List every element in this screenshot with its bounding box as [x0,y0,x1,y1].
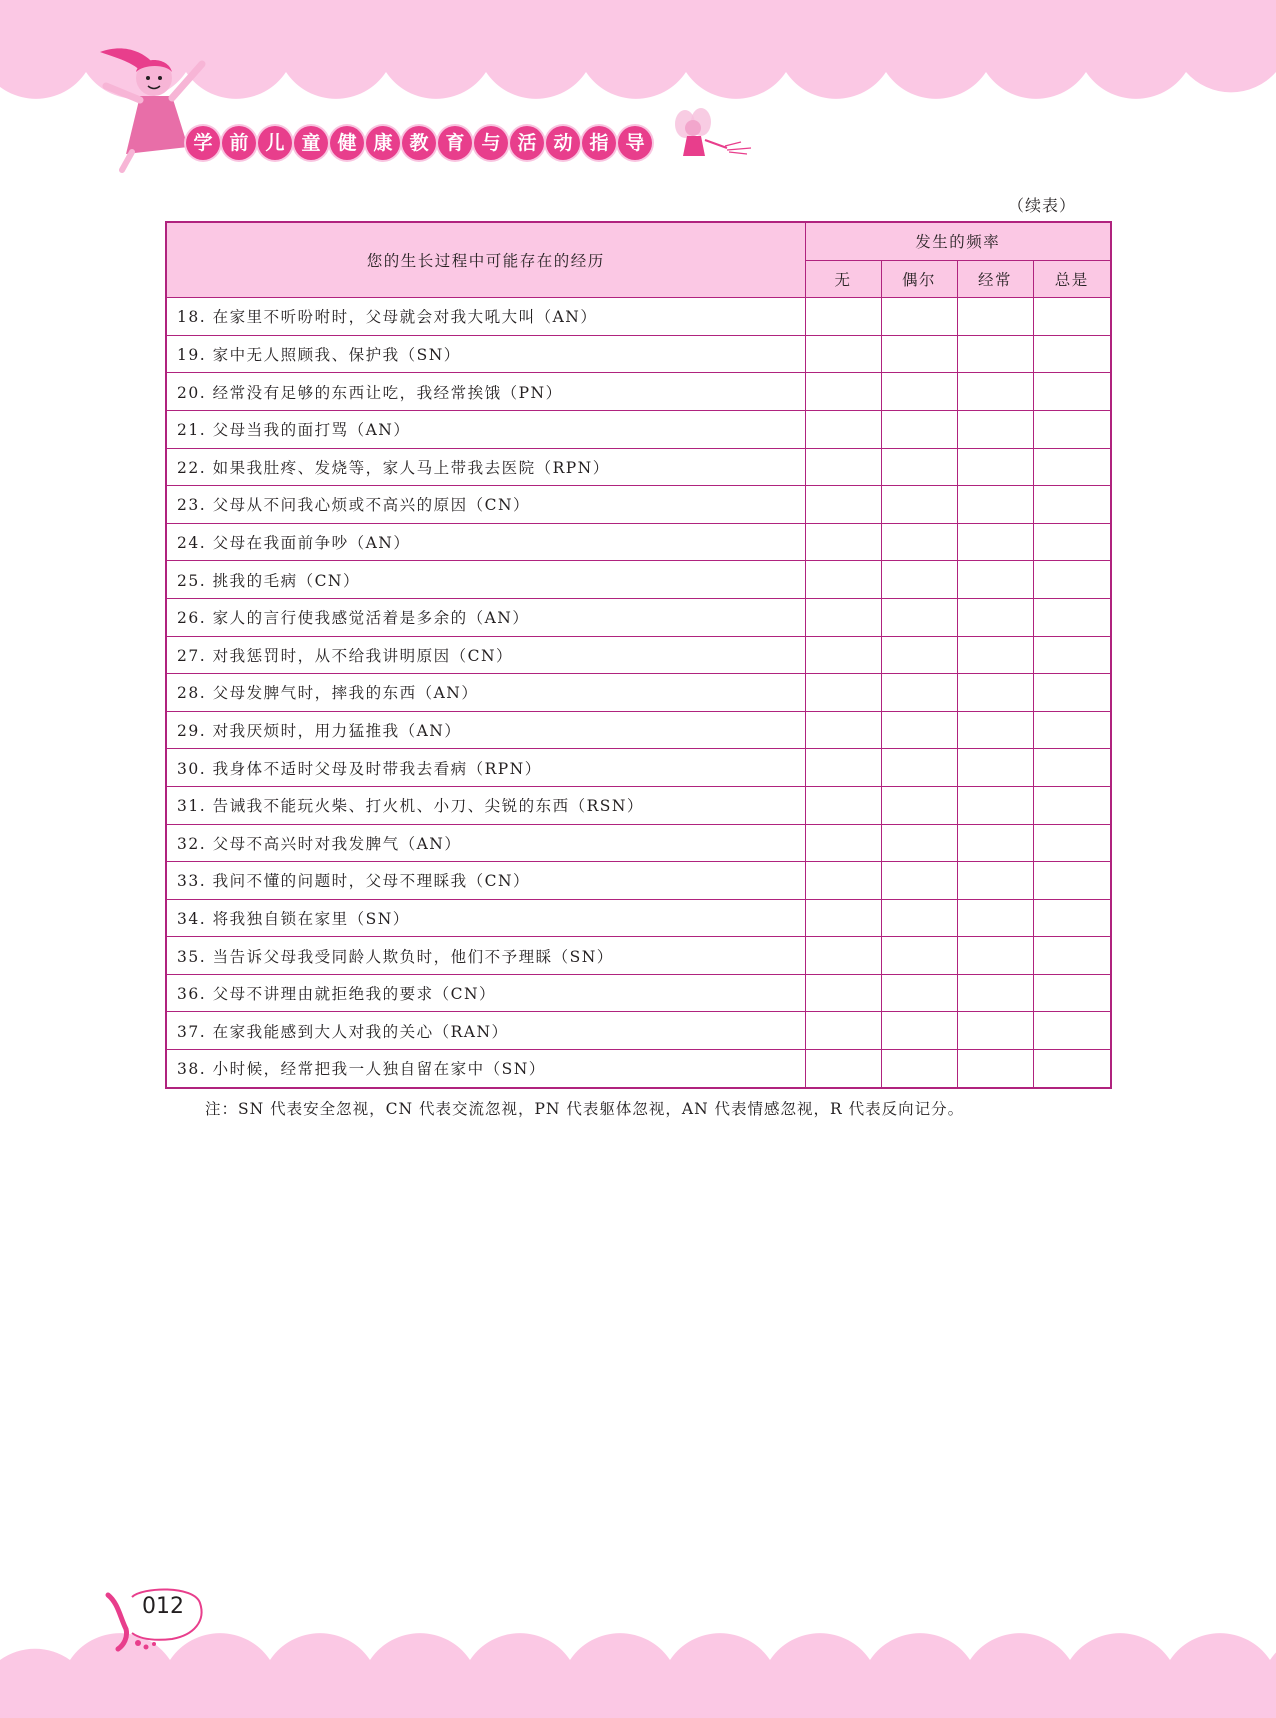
table-row [166,486,1111,524]
table-row [166,1050,1111,1088]
answer-cell-occasionally[interactable] [881,862,957,900]
freq-option-never: 无 [805,260,881,298]
continued-table-label: （续表） [1007,196,1076,215]
header-title-char: 健 [330,126,364,160]
answer-cell-occasionally[interactable] [881,899,957,937]
answer-cell-occasionally[interactable] [881,974,957,1012]
answer-cell-often[interactable] [957,598,1033,636]
answer-cell-never[interactable] [805,561,881,599]
table-row [166,786,1111,824]
answer-cell-often[interactable] [957,786,1033,824]
answer-cell-always[interactable] [1033,711,1111,749]
answer-cell-occasionally[interactable] [881,335,957,373]
experience-item: 20. 经常没有足够的东西让吃，我经常挨饿（PN） [166,373,805,411]
answer-cell-never[interactable] [805,786,881,824]
answer-cell-occasionally[interactable] [881,598,957,636]
experience-item: 28. 父母发脾气时，摔我的东西（AN） [166,674,805,712]
answer-cell-never[interactable] [805,824,881,862]
answer-cell-often[interactable] [957,711,1033,749]
experience-frequency-table [165,221,1112,1089]
table-row [166,523,1111,561]
experience-item: 25. 挑我的毛病（CN） [166,561,805,599]
answer-cell-occasionally[interactable] [881,523,957,561]
header-title-char: 活 [510,126,544,160]
table-row [166,335,1111,373]
experience-item: 26. 家人的言行使我感觉活着是多余的（AN） [166,598,805,636]
answer-cell-always[interactable] [1033,1012,1111,1050]
answer-cell-often[interactable] [957,674,1033,712]
answer-cell-often[interactable] [957,862,1033,900]
experience-item: 19. 家中无人照顾我、保护我（SN） [166,335,805,373]
answer-cell-never[interactable] [805,410,881,448]
answer-cell-often[interactable] [957,523,1033,561]
table-row [166,711,1111,749]
answer-cell-always[interactable] [1033,674,1111,712]
answer-cell-occasionally[interactable] [881,786,957,824]
table-row [166,636,1111,674]
answer-cell-never[interactable] [805,711,881,749]
experience-item: 33. 我问不懂的问题时，父母不理睬我（CN） [166,862,805,900]
experience-item: 22. 如果我肚疼、发烧等，家人马上带我去医院（RPN） [166,448,805,486]
answer-cell-often[interactable] [957,373,1033,411]
table-row [166,749,1111,787]
answer-cell-often[interactable] [957,974,1033,1012]
header-title-char: 育 [438,126,472,160]
experience-item: 21. 父母当我的面打骂（AN） [166,410,805,448]
fairy-illustration [665,106,755,168]
answer-cell-often[interactable] [957,749,1033,787]
header-title-char: 指 [582,126,616,160]
header-title-char: 教 [402,126,436,160]
answer-cell-always[interactable] [1033,937,1111,975]
answer-cell-often[interactable] [957,298,1033,336]
experience-item: 30. 我身体不适时父母及时带我去看病（RPN） [166,749,805,787]
table-row [166,561,1111,599]
experience-item: 36. 父母不讲理由就拒绝我的要求（CN） [166,974,805,1012]
answer-cell-never[interactable] [805,636,881,674]
answer-cell-never[interactable] [805,298,881,336]
table-footnote: 注：SN 代表安全忽视，CN 代表交流忽视，PN 代表躯体忽视，AN 代表情感忽视，R 代表反向记分。 [205,1100,965,1118]
answer-cell-often[interactable] [957,410,1033,448]
answer-cell-always[interactable] [1033,486,1111,524]
answer-cell-occasionally[interactable] [881,1012,957,1050]
experience-item: 24. 父母在我面前争吵（AN） [166,523,805,561]
answer-cell-often[interactable] [957,486,1033,524]
table-row [166,298,1111,336]
answer-cell-often[interactable] [957,448,1033,486]
answer-cell-never[interactable] [805,335,881,373]
answer-cell-never[interactable] [805,373,881,411]
answer-cell-never[interactable] [805,523,881,561]
answer-cell-always[interactable] [1033,749,1111,787]
answer-cell-always[interactable] [1033,899,1111,937]
answer-cell-often[interactable] [957,824,1033,862]
table-row [166,598,1111,636]
experience-item: 29. 对我厌烦时，用力猛推我（AN） [166,711,805,749]
freq-option-often: 经常 [957,260,1033,298]
table-row [166,824,1111,862]
header-title-char: 学 [186,126,220,160]
experience-item: 37. 在家我能感到大人对我的关心（RAN） [166,1012,805,1050]
answer-cell-always[interactable] [1033,561,1111,599]
answer-cell-never[interactable] [805,862,881,900]
answer-cell-occasionally[interactable] [881,410,957,448]
answer-cell-always[interactable] [1033,335,1111,373]
table-row [166,937,1111,975]
answer-cell-always[interactable] [1033,598,1111,636]
answer-cell-always[interactable] [1033,373,1111,411]
book-title-header [186,126,652,160]
experience-item: 18. 在家里不听吩咐时，父母就会对我大吼大叫（AN） [166,298,805,336]
answer-cell-never[interactable] [805,448,881,486]
answer-cell-occasionally[interactable] [881,373,957,411]
header-title-char: 童 [294,126,328,160]
item-column-header: 您的生长过程中可能存在的经历 [166,222,805,298]
answer-cell-never[interactable] [805,598,881,636]
table-row [166,899,1111,937]
table-row [166,373,1111,411]
answer-cell-occasionally[interactable] [881,749,957,787]
answer-cell-often[interactable] [957,561,1033,599]
answer-cell-often[interactable] [957,899,1033,937]
table-row [166,448,1111,486]
answer-cell-never[interactable] [805,1050,881,1088]
answer-cell-occasionally[interactable] [881,711,957,749]
table-row [166,862,1111,900]
experience-item: 32. 父母不高兴时对我发脾气（AN） [166,824,805,862]
answer-cell-occasionally[interactable] [881,298,957,336]
answer-cell-always[interactable] [1033,448,1111,486]
answer-cell-never[interactable] [805,674,881,712]
answer-cell-always[interactable] [1033,824,1111,862]
answer-cell-often[interactable] [957,1050,1033,1088]
header-title-char: 儿 [258,126,292,160]
answer-cell-often[interactable] [957,1012,1033,1050]
answer-cell-occasionally[interactable] [881,448,957,486]
answer-cell-never[interactable] [805,937,881,975]
table-row [166,674,1111,712]
answer-cell-always[interactable] [1033,636,1111,674]
experience-item: 38. 小时候，经常把我一人独自留在家中（SN） [166,1050,805,1088]
answer-cell-always[interactable] [1033,786,1111,824]
experience-item: 27. 对我惩罚时，从不给我讲明原因（CN） [166,636,805,674]
answer-cell-always[interactable] [1033,410,1111,448]
page-number: 012 [142,1594,184,1619]
experience-item: 23. 父母从不问我心烦或不高兴的原因（CN） [166,486,805,524]
answer-cell-often[interactable] [957,636,1033,674]
answer-cell-never[interactable] [805,749,881,787]
header-title-char: 与 [474,126,508,160]
answer-cell-often[interactable] [957,937,1033,975]
answer-cell-always[interactable] [1033,974,1111,1012]
freq-option-occasionally: 偶尔 [881,260,957,298]
answer-cell-always[interactable] [1033,1050,1111,1088]
answer-cell-never[interactable] [805,899,881,937]
answer-cell-always[interactable] [1033,862,1111,900]
header-title-char: 康 [366,126,400,160]
experience-item: 31. 告诫我不能玩火柴、打火机、小刀、尖锐的东西（RSN） [166,786,805,824]
answer-cell-often[interactable] [957,335,1033,373]
answer-cell-occasionally[interactable] [881,1050,957,1088]
answer-cell-occasionally[interactable] [881,674,957,712]
answer-cell-occasionally[interactable] [881,824,957,862]
frequency-group-header: 发生的频率 [805,222,1111,260]
table-body [166,298,1111,1088]
experience-item: 34. 将我独自锁在家里（SN） [166,899,805,937]
answer-cell-never[interactable] [805,1012,881,1050]
answer-cell-occasionally[interactable] [881,636,957,674]
answer-cell-occasionally[interactable] [881,486,957,524]
answer-cell-always[interactable] [1033,523,1111,561]
table-row [166,974,1111,1012]
answer-cell-occasionally[interactable] [881,937,957,975]
freq-option-always: 总是 [1033,260,1111,298]
table-row [166,1012,1111,1050]
table-row [166,410,1111,448]
experience-item: 35. 当告诉父母我受同龄人欺负时，他们不予理睬（SN） [166,937,805,975]
answer-cell-never[interactable] [805,974,881,1012]
header-title-char: 动 [546,126,580,160]
header-title-char: 导 [618,126,652,160]
answer-cell-occasionally[interactable] [881,561,957,599]
header-title-char: 前 [222,126,256,160]
answer-cell-never[interactable] [805,486,881,524]
answer-cell-always[interactable] [1033,298,1111,336]
